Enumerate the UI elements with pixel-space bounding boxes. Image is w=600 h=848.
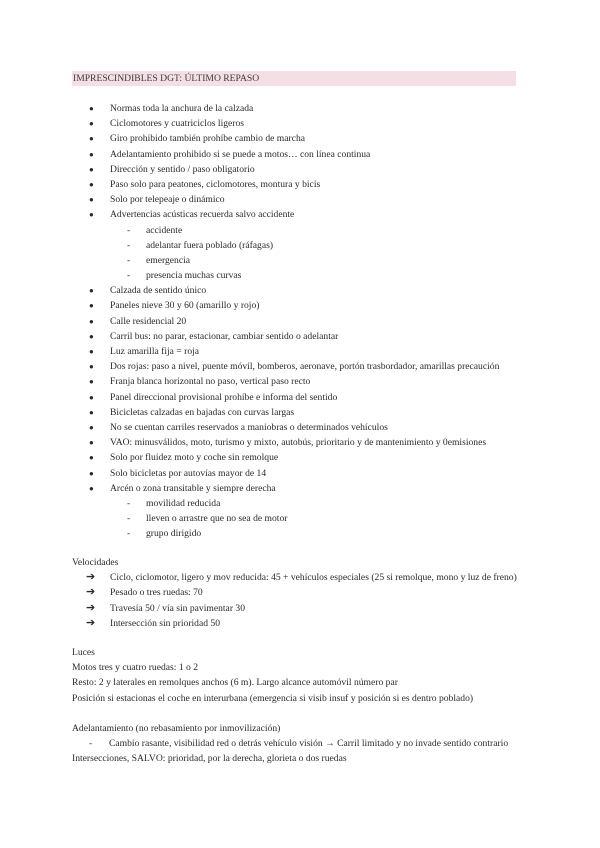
section-heading: Luces xyxy=(72,647,95,658)
sub-list-item: - Cambio rasante, visibilidad red o detrás vehículo visión → Carril limitado y no invade sentido contrario xyxy=(72,736,542,751)
bullet-icon: ● xyxy=(89,362,94,372)
list-item: ● Calzada de sentido único xyxy=(72,283,542,298)
bullet-icon: ● xyxy=(89,468,94,478)
arrow-icon: ➔ xyxy=(86,571,96,584)
list-item: ● Normas toda la anchura de la calzada xyxy=(72,101,542,116)
list-item: ● Ciclomotores y cuatriciclos ligeros xyxy=(72,116,542,131)
list-item: ● Carril bus: no parar, estacionar, cambiar sentido o adelantar xyxy=(72,329,542,344)
sub-list-item: - accidente xyxy=(72,223,542,238)
main-bullet-list xyxy=(72,101,542,541)
list-item: ● Arcén o zona transitable y siempre derecha xyxy=(72,481,542,496)
dash-icon: - xyxy=(127,497,131,509)
list-item: ● Giro prohibido también prohíbe cambio de marcha xyxy=(72,131,542,146)
dash-icon: - xyxy=(127,513,131,525)
list-item: ● Solo por fluidez moto y coche sin remolque xyxy=(72,450,542,465)
bullet-icon: ● xyxy=(89,392,94,402)
bullet-icon: ● xyxy=(89,134,94,144)
list-item: ● Paso solo para peatones, ciclomotores, montura y bicis xyxy=(72,177,542,192)
section-heading: Velocidades xyxy=(72,557,119,568)
list-item: ● Dirección y sentido / paso obligatorio xyxy=(72,162,542,177)
arrow-item: ➔ Ciclo, ciclomotor, ligero y mov reducida: 45 + vehículos especiales (25 si remolque, mono y luz de freno) xyxy=(72,570,542,585)
adelantamiento-section xyxy=(72,721,542,767)
bullet-icon: ● xyxy=(89,422,94,432)
list-item: ● Solo por telepeaje o dinámico xyxy=(72,192,542,207)
list-item: ● Adelantamiento prohibido si se puede a motos… con línea continua xyxy=(72,147,542,162)
bullet-icon: ● xyxy=(89,438,94,448)
list-item: ● Bicicletas calzadas en bajadas con curvas largas xyxy=(72,405,542,420)
bullet-icon: ● xyxy=(89,301,94,311)
dash-icon: - xyxy=(127,254,131,266)
arrow-icon: ➔ xyxy=(86,601,96,614)
text-line: Resto: 2 y laterales en remolques anchos (6 m). Largo alcance automóvil número par xyxy=(72,677,398,689)
bullet-icon: ● xyxy=(89,347,94,356)
bullet-icon: ● xyxy=(89,164,94,174)
arrow-icon: ➔ xyxy=(86,616,96,629)
list-item: ● No se cuentan carriles reservados a maniobras o determinados vehículos xyxy=(72,420,542,435)
sub-list-item: - adelantar fuera poblado (ráfagas) xyxy=(72,238,542,253)
luces-section xyxy=(72,645,542,706)
arrow-item: ➔ Travesía 50 / vía sin pavimentar 30 xyxy=(72,601,542,616)
arrow-item: ➔ Pesado o tres ruedas: 70 xyxy=(72,585,542,600)
list-item: ● VAO: minusválidos, moto, turismo y mixto, autobús, prioritario y de mantenimiento y 0emisiones xyxy=(72,435,542,450)
arrow-item: ➔ Intersección sin prioridad 50 xyxy=(72,616,542,631)
bullet-icon: ● xyxy=(89,149,94,159)
list-item: ● Luz amarilla fija = roja xyxy=(72,344,542,359)
sub-list-item: - emergencia xyxy=(72,253,542,268)
bullet-icon: ● xyxy=(89,483,94,493)
bullet-icon: ● xyxy=(89,407,94,417)
dash-icon: - xyxy=(127,224,131,236)
text-line: Intersecciones, SALVO: prioridad, por la derecha, glorieta o dos ruedas xyxy=(72,753,347,765)
bullet-icon: ● xyxy=(89,453,94,463)
list-item: ● Solo bicicletas por autovías mayor de 14 xyxy=(72,466,542,481)
list-item: ● Paneles nieve 30 y 60 (amarillo y rojo) xyxy=(72,298,542,313)
bullet-icon: ● xyxy=(89,104,94,113)
bullet-icon: ● xyxy=(89,119,94,129)
page-title: IMPRESCINDIBLES DGT: ÚLTIMO REPASO xyxy=(72,71,516,86)
list-item: ● Panel direccional provisional prohíbe e informa del sentido xyxy=(72,390,542,405)
sub-list-item: - lleven o arrastre que no sea de motor xyxy=(72,511,542,526)
list-item: ● Franja blanca horizontal no paso, vertical paso recto xyxy=(72,374,542,389)
bullet-icon: ● xyxy=(89,316,94,326)
sub-list-item: - movilidad reducida xyxy=(72,496,542,511)
dash-icon: - xyxy=(127,528,131,540)
text-line: Posición si estacionas el coche en interurbana (emergencia si visib insuf y posición si es dentro poblado) xyxy=(72,692,474,704)
dash-icon: - xyxy=(127,270,131,282)
list-item: ● Advertencias acústicas recuerda salvo accidente xyxy=(72,207,542,222)
section-heading: Adelantamiento (no rebasamiento por inmovilización) xyxy=(72,723,281,734)
list-item: ● Calle residencial 20 xyxy=(72,314,542,329)
sub-list-item: - presencia muchas curvas xyxy=(72,268,542,283)
bullet-icon: ● xyxy=(89,195,94,205)
velocidades-section xyxy=(72,555,542,631)
bullet-icon: ● xyxy=(89,210,94,220)
text-line: Motos tres y cuatro ruedas: 1 o 2 xyxy=(72,662,199,674)
bullet-icon: ● xyxy=(89,286,94,296)
arrow-icon: ➔ xyxy=(86,586,96,599)
dash-icon: - xyxy=(89,738,93,750)
dash-icon: - xyxy=(127,239,131,251)
sub-list-item: - grupo dirigido xyxy=(72,526,542,541)
bullet-icon: ● xyxy=(89,179,94,189)
bullet-icon: ● xyxy=(89,377,94,387)
bullet-icon: ● xyxy=(89,331,94,341)
list-item: ● Dos rojas: paso a nivel, puente móvil, bomberos, aeronave, portón trasbordador, amarillas precaución xyxy=(72,359,542,374)
